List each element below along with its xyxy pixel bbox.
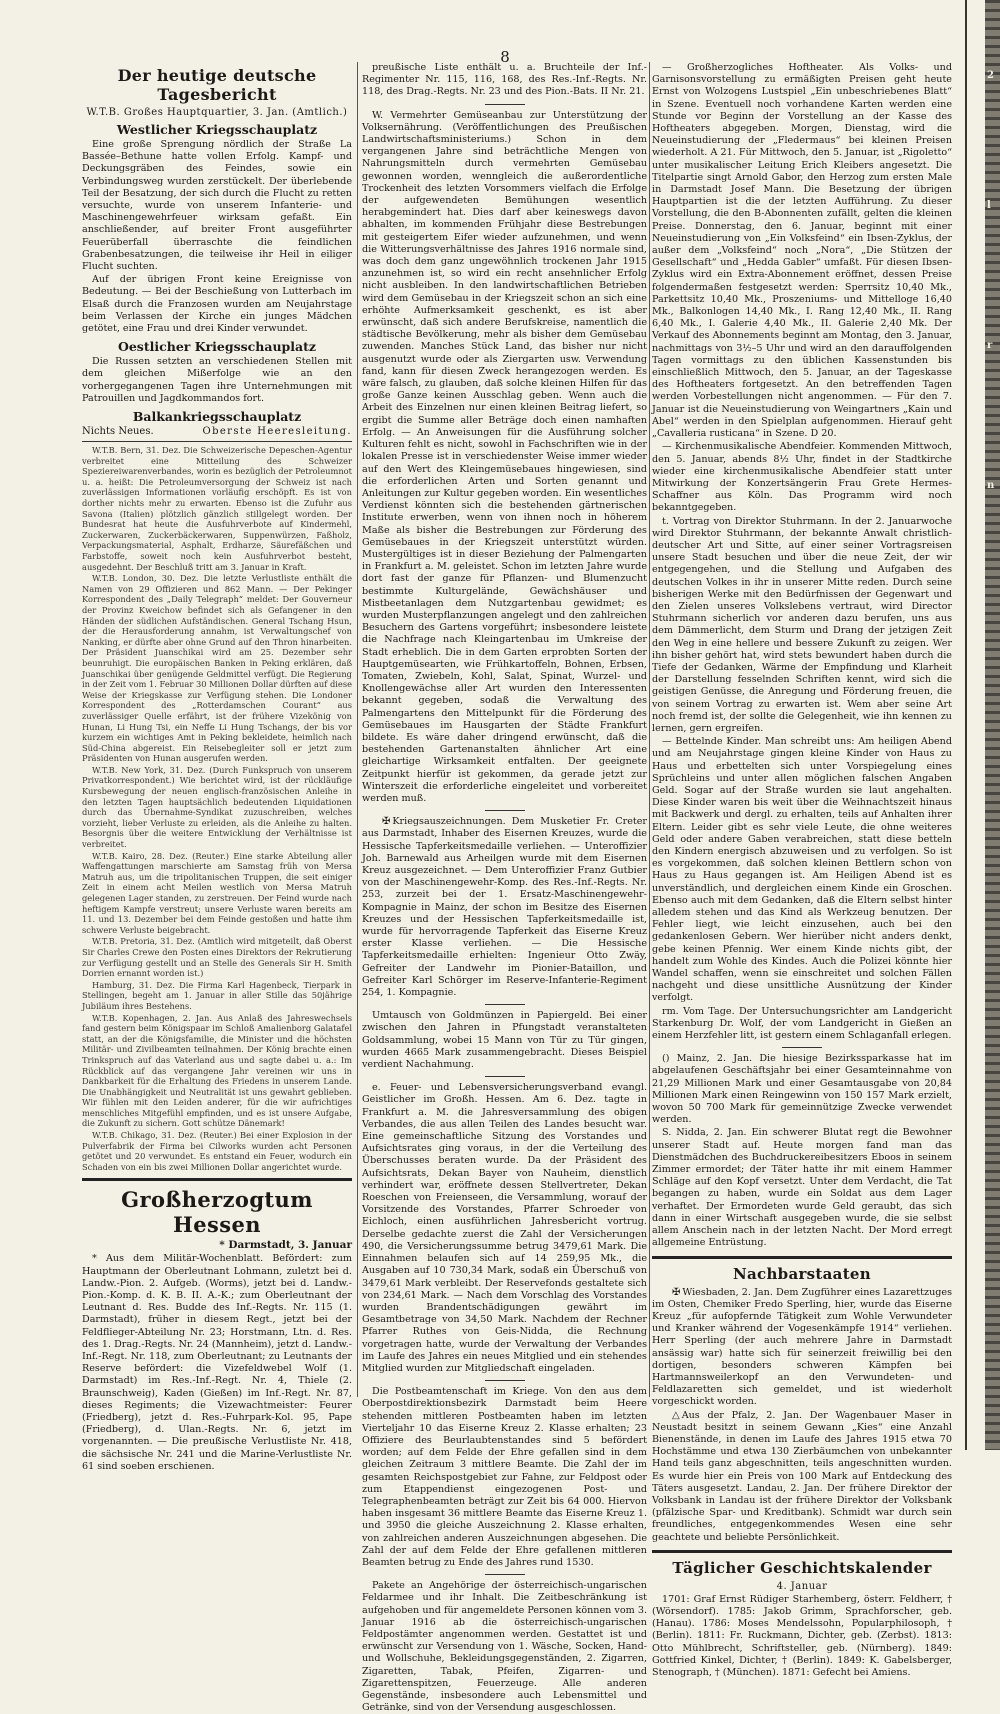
edge-glyph: r <box>987 340 993 351</box>
church-music-article: — Kirchenmusikalische Abendfeier. Kommenden Mittwoch, den 5. Januar, abends 8½ Uhr, findet in der Stadtkirche wieder eine kirchenmusikalische Abendfeier statt unter Mitwirkung der Konzertsängerin Frau Grete Hermes-Schaffner aus Köln. Das Programm wird noch bekanntgegeben. <box>652 441 952 514</box>
news-item: W.T.B. Kairo, 28. Dez. (Reuter.) Eine starke Abteilung aller Waffengattungen marschierte am Samstag früh von Mersa Matruh aus, um die tripolitanischen Truppen, die seit einiger Zeit in einem acht Meilen westlich von Mersa Matruh gelegenen Lager standen, zu zerstreuen. Der Feind wurde nach heftigem Kampfe verstreut; unsere Verluste waren bereits am 11. und 13. Dezember bei dem Feinde gestoßen und hatte ihm schwere Verluste beigebracht. <box>82 850 352 935</box>
news-item: W.T.B. Kopenhagen, 2. Jan. Aus Anlaß des Jahreswechsels fand gestern beim Königspaar im Schloß Amalienborg Galatafel statt, an der die Königsfamilie, die Minister und die höchsten Militär- und Zivilbeamten teilnahmen. Der König brachte einen Trinkspruch auf das Vaterland aus und sagte dabei u. a.: Im Rückblick auf das vergangene Jahr vereinen wir uns in Dankbarkeit für die Erhaltung des Friedens in unserem Lande. Die Unabhängigkeit und Neutralität ist uns gewahrt geblieben. Wir fühlen mit den Leiden anderer, für die wir aufrichtiges menschliches Mitgefühl empfinden, und es ist unsere Aufgabe, die Zukunft zu sichern. Gott schütze Dänemark! <box>82 1012 352 1129</box>
west-front-paragraph: Auf der übrigen Front keine Ereignisse von Bedeutung. — Bei der Beschießung von Lutterbach im Elsaß durch die Franzosen wurden am Neujahrstage beim Verlassen der Kirche ein junges Mädchen getötet, eine Frau und drei Kinder verwundet. <box>82 274 352 335</box>
divider <box>485 104 525 105</box>
hessen-section-heading: Großherzogtum Hessen <box>121 1187 313 1238</box>
army-command-signature: Oberste Heeresleitung. <box>202 426 352 438</box>
neighbour-states-heading: Nachbarstaaten <box>733 1264 871 1283</box>
divider <box>485 1076 525 1077</box>
cross-icon: ✠ <box>672 1286 681 1298</box>
wiesbaden-text: Wiesbaden, 2. Jan. Dem Zugführer eines Lazarettzuges im Osten, Chemiker Fredo Sperling, hier, wurde das Eiserne Kreuz „für aufopfernde Tätigkeit zum Wohle Verwundeter und Kranker während der Vogesenkämpfe 1914“ verliehen. Herr Sperling (der auch mehrere Jahre in Darmstadt ansässig war) hatte sich für seinerzeit freiwillig bei den dortigen, besonders schweren Kämpfen bei Hartmannsweilerkopf an den Verwundeten- und Feldlazaretten sich gemeldet, und ist wiederholt vorgeschickt worden. <box>652 1286 952 1408</box>
west-front-heading: Westlicher Kriegsschauplatz <box>116 122 318 137</box>
history-calendar-date: 4. Januar <box>776 1580 828 1592</box>
section-divider <box>652 1550 952 1553</box>
wiesbaden-article <box>652 1287 952 1409</box>
section-divider <box>652 1256 952 1259</box>
court-theatre-article: — Großherzogliches Hoftheater. Als Volks- und Garnisonsvorstellung zu ermäßigten Preisen geht heute Ernst von Wolzogens Lustspiel „Ein unbeschriebenes Blatt“ in Szene. Eventuell noch vorhandene Karten werden eine Stunde vor Beginn der Vorstellung an der Kasse des Hoftheaters abgegeben. Morgen, Dienstag, wird die Neueinstudierung der „Fledermaus“ bei kleinen Preisen wiederholt. A 21. Für Mittwoch, den 5. Januar, ist „Rigoletto“ unter musikalischer Leitung Erich Kleibers angesetzt. Die Titelpartie singt Arnold Gabor, den Herzog zum ersten Male in Darmstadt Josef Mann. Die Besetzung der übrigen Hauptpartien ist die der letzten Aufführung. Zu dieser Vorstellung, die den B-Abonnenten zufällt, gelten die kleinen Preise. Donnerstag, den 6. Januar, beginnt mit einer Neueinstudierung von „Ein Volksfeind“ ein Ibsen-Zyklus, der außer dem „Volksfeind“ noch „Nora“, „Die Stützen der Gesellschaft“ und „Hedda Gabler“ umfaßt. Für diesen Ibsen-Zyklus wird ein Extra-Abonnement eröffnet, dessen Preise folgendermaßen festgesetzt werden: Sperrsitz 10,40 Mk., Parkettsitz 10,40 Mk., Proszeniums- und Mittelloge 16,40 Mk., Balkonlogen 14,40 Mk., I. Rang 12,40 Mk., II. Rang 6,40 Mk., I. Galerie 4,40 Mk., II. Galerie 2,40 Mk. Der Verkauf des Abonnements beginnt am Montag, den 3. Januar, nachmittags von 3½–5 Uhr und wird an den darauffolgenden Tagen vormittags zu den üblichen Kassenstunden bis einschließlich Mittwoch, den 5. Januar, an der Tageskasse des Hoftheaters fortgesetzt. An den betreffenden Tagen werden Vorbestellungen nicht angenommen. — Für den 7. Januar ist die Neueinstudierung von Weingartners „Kain und Abel“ werden in den Spielplan aufgenommen. Hierauf geht „Cavalleria rusticana“ in Szene. D 20. <box>652 62 952 440</box>
military-gazette-paragraph: * Aus dem Militär-Wochenblatt. Befördert: zum Hauptmann der Oberleutnant Lohmann, zuletzt bei d. Landw.-Pion. 2. Aufgeb. (Worms), jetzt bei d. Landw.-Pion.-Komp. d. K. B. II. A.-K.; zum Oberleutnant der Leutnant d. Res. Budde des Inf.-Regts. Nr. 115 (1. Darmstadt), früher in diesem Regt., jetzt bei der Feldflieger-Abteilung Nr. 23; Horstmann, Ltn. d. Res. des 1. Drag.-Regts. Nr. 24 (Mannheim), jetzt d. Landw.-Inf.-Regt. Nr. 118, zum Oberleutnant; zu Leutnants der Reserve befördert: die Vizefeldwebel Wolf (1. Darmstadt) im Res.-Inf.-Regt. Nr. 4, Thiele (2. Braunschweig), Kaden (Gießen) im Inf.-Regt. Nr. 87, dieses Regiments; die Vizewachtmeister: Feurer (Friedberg), jetzt d. Res.-Fuhrpark-Kol. 95, Pape (Friedberg), d. Ulan.-Regts. Nr. 6, jetzt im vorgenannten. — Die preußische Verlustliste Nr. 418, die sächsische Nr. 241 und die Marine-Verlustliste Nr. 61 sind soeben erschienen. <box>82 1253 352 1472</box>
nidda-article: S. Nidda, 2. Jan. Ein schwerer Blutat regt die Bewohner unserer Stadt auf. Heute morgen fand man das Dienstmädchen des Buchdruckereibesitzers Eboos in seinem Zimmer ermordet; der Täter hatte ihr mit einem Hammer Schläge auf den Kopf versetzt. Unter dem Verdacht, die Tat begangen zu haben, wurde ein Soldat aus dem Lager verhaftet. Der Ermordeten wurde Geld geraubt, das sich dann in einer Wirtschaft ausgegeben wurde, die sie selbst allem Anschein nach in der letzten Nacht. Der Mord erregt allgemeine Entrüstung. <box>652 1127 952 1249</box>
balkan-front-heading: Balkankriegsschauplatz <box>132 409 302 425</box>
divider <box>485 1574 525 1575</box>
column-middle <box>362 62 647 1714</box>
west-front-paragraph: Eine große Sprengung nördlich der Straße La Bassée–Bethune hatte vollen Erfolg. Kampf- und Deckungsgräben des Feindes, sowie ein Verbindungsweg wurden zerstückelt. Der überlebende Teil der Besatzung, der sich durch die Flucht zu retten versuchte, wurde von unserem Infanterie- und Maschinengewehrfeuer wirksam gefaßt. Ein anschließender, auf breiter Front ausgeführter Feuerüberfall überraschte die feindlichen Grabenbesatzungen, die teilweise ihr Heil in eiliger Flucht suchten. <box>82 139 352 273</box>
news-item: W.T.B. Pretoria, 31. Dez. (Amtlich wird mitgeteilt, daß Oberst Sir Charles Crewe den Posten eines Direktors der Rekrutierung zur Verfügung gestellt und an Stelle des Generals Sir H. Smith Dorrien ernannt worden ist.) <box>82 936 352 979</box>
east-front-paragraph: Die Russen setzten an verschiedenen Stellen mit dem gleichen Mißerfolge wie an den vorhergegangenen Tagen ihre Unternehmungen mit Patrouillen und Jagdkommandos fort. <box>82 356 352 404</box>
column-divider <box>649 62 650 1397</box>
insurance-association-article: e. Feuer- und Lebensversicherungsverband evangl. Geistlicher im Großh. Hessen. Am 6. Dez. tagte in Frankfurt a. M. die Jahresversammlung des obigen Verbandes, die aus allen Teilen des Landes besucht war. Eine gemeinschaftliche Sitzung des Vorstandes und Aufsichtsrates ging voraus, in der die Verteilung des Überschusses beraten wurde. Da der Präsident des Aufsichtsrats, Dekan Bayer von Nauheim, dienstlich verhindert war, eröffnete dessen Stellvertreter, Dekan Roeschen von Freienseen, die Versammlung, worauf der Vorsitzende des Vorstandes, Pfarrer Schroeder von Eichloch, einen ausführlichen Jahresbericht vortrug. Derselbe gedachte zuerst die Zahl der Versicherungen 490, die Versicherungssumme betrug 3479,61 Mark. Die Einnahmen belaufen sich auf 14 259,95 Mk., die Ausgaben auf 10 730,34 Mark, sodaß ein Überschuß von 3479,61 Mark verbleibt. Der Reservefonds gestaltete sich von 234,61 Mark. — Nach dem Vorschlag des Vorstandes wurden Brandentschädigungen gewährt im Gesamtbetrage von 34,50 Mark. Nachdem der Rechner Pfarrer Ruthes von Geis-Nidda, die Rechnung vorgetragen hatte, wurde der Verwaltung der Verbandes im Laufe des Jahres ein neues Mitglied und ein stehendes Mitglied wurden zur Mitgliedschaft eingeladen. <box>362 1082 647 1374</box>
daily-report-heading: Der heutige deutsche Tagesbericht <box>117 66 317 104</box>
news-item: W.T.B. Bern, 31. Dez. Die Schweizerische Depeschen-Agentur verbreitet eine Mitteilung des Schweizer Speziereiwarenverbandes, worin es bezüglich der Petroleumnot u. a. heißt: Die Petroleumversorgung der Schweiz ist nach zuverlässigen Informationen vorläufig erschöpft. Es ist von dorther nichts mehr zu erwarten. Ebenso ist die Zufuhr aus Savona (Italien) plötzlich gänzlich stillgelegt worden. Der Bundesrat hat heute die Ausfuhrverbote auf Kindermehl, Zuckerwaren, Zuckerbäckerwaren, Suppenwürzen, Faßholz, Verpackungsmaterial, Asphalt, Erdharze, Säurefäßchen und Farbstoffe, soweit noch kein Ausfuhrverbot besteht, ausgedehnt. Der Beschluß tritt am 3. Januar in Kraft. <box>82 445 352 572</box>
section-divider <box>82 1178 352 1181</box>
edge-glyph: 2 <box>987 70 994 81</box>
page-number: 8 <box>500 48 510 66</box>
divider <box>485 1380 525 1381</box>
cross-icon: ✠ <box>382 816 391 828</box>
column-left <box>82 62 352 1472</box>
report-signature <box>82 426 352 437</box>
column-right <box>652 62 952 1678</box>
war-decorations-text: Kriegsauszeichnungen. Dem Musketier Fr. Creter aus Darmstadt, Inhaber des Eisernen Kreuzes, wurde die Hessische Tapferkeitsmedaille verliehen. — Unteroffizier Joh. Barnewald aus Arheilgen wurde mit dem Eisernen Kreuz ausgezeichnet. — Dem Unteroffizier Franz Gutbier von der Maschinengewehr-Komp. des Res.-Inf.-Regts. Nr. 253, zurzeit bei der 1. Ersatz-Maschinengewehr-Kompagnie in Mainz, der schon im Besitze des Eisernen Kreuzes und der Hessischen Tapferkeitsmedaille ist, wurde für hervorragende Tapferkeit das Eiserne Kreuz erster Klasse verliehen. — Die Hessische Tapferkeitsmedaille erhielten: Ingenieur Otto Zwäy, Gefreiter der Landwehr im Pionier-Bataillon, und Gefreiter Karl Schörger im Reserve-Infanterie-Regiment 254, 1. Kompagnie. <box>362 816 647 999</box>
news-item: W.T.B. London, 30. Dez. Die letzte Verlustliste enthält die Namen von 29 Offizieren und 862 Mann. — Der Pekinger Korrespondent des „Daily Telegraph“ meldet: Der Gouverneur der Provinz Kweichow befindet sich als Gefangener in den Händen der südlichen Aufständischen. General Tschang Hsun, der die Herausforderung annahm, ist Verwaltungschef von Nanking, er dürfte aber ohne Grund auf den Thron hinarbeiten. Der Präsident Juanschikai wird am 25. Dezember sehr beunruhigt. Die europäischen Banken in Peking erklären, daß Juanschikai über genügende Geldmittel verfügt. Die Regierung in der Zeit vom 1. Februar 30 Millionen Dollar dürften auf diese Weise der Kriegskasse zur Verfügung stehen. Die Londoner Korrespondent des „Rotterdamschen Courant“ aus zuverlässiger Quelle erfährt, ist der frühere Vizekönig von Hunan, Li Hung Tsi, ein Neffe Li Hung Tschangs, der bis vor kurzem ein wichtiges Amt in Peking bekleidete, heimlich nach Süd-China abgereist. Ein Reisebegleiter soll er jetzt zum Präsidenten von Hunan ausgerufen werden. <box>82 573 352 764</box>
nothing-new-text: Nichts Neues. <box>82 426 154 438</box>
day-news-article: rm. Vom Tage. Der Untersuchungsrichter am Landgericht Starkenburg Dr. Wolf, der vom Landgericht in Gießen an einem Herzfehler litt, ist gestern einem Schlaganfall erlegen. <box>652 1005 952 1042</box>
adjacent-page-edge <box>985 0 1000 1450</box>
casualty-list-continuation: preußische Liste enthält u. a. Bruchteile der Inf.-Regimenter Nr. 115, 116, 168, des Res.-Inf.-Regts. Nr. 118, des Drag.-Regts. Nr. 23 und des Pion.-Bats. II Nr. 21. <box>362 62 647 98</box>
parcels-article: Pakete an Angehörige der österreichisch-ungarischen Feldarmee und ihr Inhalt. Die Zeitbeschränkung ist aufgehoben und für angemeldete Personen können vom 3. Januar 1916 ab die österreichisch-ungarischen Feldpostämter angenommen werden. Gestattet ist und erwünscht zur Versendung von 1. Wäsche, Socken, Hand- und Wollschuhe, Bekleidungsgegenständen, 2. Zigarren, Zigaretten, Tabak, Pfeifen, Zigarren- und Zigarettenspitzen, Feuerzeuge. Alle anderen Gegenstände, insbesondere auch Lebensmittel und Getränke, sind von der Versendung ausgeschlossen. <box>362 1580 647 1714</box>
darmstadt-dateline: * Darmstadt, 3. Januar <box>219 1239 352 1252</box>
divider <box>782 1047 822 1048</box>
wtb-dateline: W.T.B. Großes Hauptquartier, 3. Jan. (Amtlich.) <box>86 107 348 118</box>
gold-exchange-article: Umtausch von Goldmünzen in Papiergeld. Bei einer zwischen den Jahren in Pfungstadt veranstalteten Goldsammlung, wobei 15 Mann von Tür zu Tür gingen, wurden 4665 Mark zusammengebracht. Dieses Beispiel verdient Nachahmung. <box>362 1010 647 1071</box>
east-front-heading: Oestlicher Kriegsschauplatz <box>117 339 317 355</box>
history-calendar-entries: 1701: Graf Ernst Rüdiger Starhemberg, österr. Feldherr, † (Wörsendorf). 1785: Jakob Grimm, Sprachforscher, geb. (Hanau). 1786: Moses Mendelssohn, Popularphilosoph, † (Berlin). 1811: Fr. Ruckmann, Dichter, geb. (Zerbst). 1813: Otto Mühlbrecht, Schriftsteller, geb. (Nürnberg). 1849: Gottfried Kinkel, Dichter, † (Berlin). 1849: K. Gabelsberger, Stenograph, † (München). 1871: Gefecht bei Amiens. <box>652 1593 952 1678</box>
page-edge-line <box>965 0 967 1450</box>
divider <box>82 441 352 442</box>
lecture-article: t. Vortrag von Direktor Stuhrmann. In der 2. Januarwoche wird Direktor Stuhrmann, der bekannte Anwalt christlich-deutscher Art und Sitte, auf einer seiner Vortragsreisen unsere Stadt besuchen und über die neue Zeit, der wir entgegengehen, und die Stellung und Aufgaben des deutschen Volkes in ihr in unserer Mitte reden. Durch seine bisherigen Werke mit den Bedürfnissen der Gegenwart und den Zielen unseres Volkslebens vertraut, wird Director Stuhrmann sicherlich vor anderen dazu berufen, uns aus dem Dämmerlicht, dem Sturm und Drang der jetzigen Zeit den Weg in eine hellere und bessere Zukunft zu zeigen. Wer ihn bisher gehört hat, wird stets bewundert haben durch die Tiefe der Gedanken, Wärme der Empfindung und Klarheit der Darstellung fesselnden Schriften kennt, wird sich die geistigen Genüsse, die Anregung und Förderung freuen, die von seinem Vortrag zu erwarten ist. Wem aber seine Art noch fremd ist, der sollte die Gelegenheit, wie ihn kennen zu lernen, gern ergreifen. <box>652 515 952 734</box>
news-item: W.T.B. Chikago, 31. Dez. (Reuter.) Bei einer Explosion in der Pulverfabrik der Firma bei Cilworks wurden acht Personen getötet und 20 verwundet. Es entstand ein Feuer, wodurch ein Schaden von ein bis zwei Millionen Dollar angerichtet wurde. <box>82 1130 352 1172</box>
edge-glyph: n <box>987 480 995 491</box>
column-divider <box>357 62 358 1397</box>
vegetable-farming-article: W. Vermehrter Gemüseanbau zur Unterstützung der Volksernährung. (Veröffentlichungen des Preußischen Landwirtschaftsministeriums.) Schon in dem vergangenen Jahre sind beträchtliche Mengen von Nahrungsmitteln durch vermehrten Gemüsebau gewonnen worden, wenngleich die außerordentliche Trockenheit des letzten Vorsommers vielfach die Erfolge der aufgewendeten Bemühungen wesentlich herabgemindert hat. Dies darf aber keineswegs davon abhalten, im kommenden Frühjahr diese Bestrebungen mit gesteigertem Eifer wieder aufzunehmen, und wenn die Witterungsverhältnisse des Jahres 1916 normale sind, was doch dem ganz ungewöhnlich trockenen Jahr 1915 anzunehmen ist, so wird ein recht ansehnlicher Erfolg nicht ausbleiben. In den landwirtschaftlichen Betrieben wird dem Gemüsebau in der Kriegszeit schon an sich eine erhöhte Aufmerksamkeit geschenkt, es ist aber erwünscht, daß sich andere Berufskreise, namentlich die städtische Bevölkerung, mehr als bisher dem Gemüsebau zuwenden. Manches Stück Land, das bisher nur nicht ausgenutzt wurde oder als Ziergarten usw. Verwendung fand, kann für diesen Zweck herangezogen werden. Es wäre falsch, zu glauben, daß solche kleinen Hilfen für das große Ganze keinen Ausschlag geben. Wenn auch die Arbeit des Einzelnen nur einen kleinen Beitrag liefert, so ergibt die Summe aller Beträge doch einen namhaften Erfolg. — An Anweisungen für die Ausführung solcher Kulturen fehlt es nicht, sowohl in Fachschriften wie in der lokalen Presse ist in verschiedenster Weise immer wieder auf den Wert des Kleingemüsebaues hingewiesen, sind die erforderlichen Arten und Sorten genannt und Anleitungen zur Kultur gegeben worden. Ein wesentliches Verdienst könnten sich die bestehenden gärtnerischen Institute erwerben, wenn von ihnen noch in höherem Maße als bisher die Bestrebungen zur Förderung des Gemüsebaues in der Kriegszeit unterstützt würden. Mustergültiges ist in dieser Beziehung der Palmengarten in Frankfurt a. M. geleistet. Schon im letzten Jahre wurde dort fast der ganze für Pflanzen- und Blumenzucht bestimmte Kulturgelände, Gewächshäuser und Mistbeetanlagen dem Nutzgartenbau gewidmet; es wurden Musterpflanzungen angelegt und den zahlreichen Besuchern des Gartens vorgeführt; insbesondere leistete die Nachfrage nach Kleingartenbau im Umkreise der Stadt erheblich. Die in dem Garten erprobten Sorten der Hauptgemüsearten, wie Frühkartoffeln, Bohnen, Erbsen, Tomaten, Zwiebeln, Kohl, Salat, Spinat, Wurzel- und Knollengewächse aller Art wurden den Interessenten bekannt gegeben, sodaß die Verwaltung des Palmengartens den Mittelpunkt für die Förderung des Gemüsebaues im Hausgarten der Städte Frankfurt bildete. Es wäre daher dringend erwünscht, daß die bestehenden Gartenanstalten ähnlicher Art eine gleichartige Wirksamkeit entfalten. Der geeignete Zeitpunkt hierfür ist gekommen, da gerade jetzt zur Winterszeit die erforderliche eingeleitet und vorbereitet werden muß. <box>362 109 647 804</box>
edge-glyph: l <box>987 200 991 211</box>
crescent-icon: △ <box>672 1409 680 1421</box>
pfalz-text: Aus der Pfalz, 2. Jan. Der Wagenbauer Maser in Neustadt besitzt in seinem Gewann „Kies“ eine Anzahl Bienenstände, in denen im Laufe des Jahres 1915 etwa 70 Hochstämme und etwa 130 Zierbäumchen von unbekannter Hand teils ganz abgeschnitten, teils angeschnitten wurden. Es wurde hier ein Preis von 100 Mark auf Entdeckung des Täters ausgesetzt. Landau, 2. Jan. Der frühere Direktor der Volksbank in Landau ist der frühere Direktor der Volksbank (pfälzische Spar- und Kreditbank). Schmidt war durch sein freundliches, entgegenkommendes Wesen eine sehr geachtete und beliebte Persönlichkeit. <box>652 1409 952 1543</box>
mainz-savings-bank-article: () Mainz, 2. Jan. Die hiesige Bezirkssparkasse hat im abgelaufenen Geschäftsjahr bei einer Gesamteinnahme von 21,29 Millionen Mark und einer Gesamtausgabe von 20,84 Millionen Mark einen Reingewinn von 150 157 Mark erzielt, wovon 50 700 Mark für gemeinnützige Zwecke verwendet werden. <box>652 1053 952 1126</box>
news-item: Hamburg, 31. Dez. Die Firma Karl Hagenbeck, Tierpark in Stellingen, begeht am 1. Januar in aller Stille das 50jährige Jubiläum ihres Bestehens. <box>82 979 352 1011</box>
history-calendar-heading: Täglicher Geschichtskalender <box>672 1558 932 1577</box>
pfalz-article <box>652 1410 952 1544</box>
begging-children-article: — Bettelnde Kinder. Man schreibt uns: Am heiligen Abend und am Neujahrstage gingen kleine Kinder von Haus zu Haus und erbettelten sich unter Vorspiegelung eines Sprüchleins und unter allen möglichen falschen Angaben Geld. Sogar auf der Straße wurden sie laut angehalten. Diese Kinder waren bis weit über die Weihnachtszeit hinaus mit Backwerk und dergl. zu erhalten, teils auf Anhalten ihrer Eltern. Leider gibt es sehr viele Leute, die ohne weiteres Geld oder andere Gaben verabreichen, statt diese betteln den Kindern energisch abzuweisen und zu verfolgen. So ist es vorgekommen, daß solchen kleinen Bettlern schon von Haus zu Haus gegangen ist. Am Heiligen Abend ist es unverständlich, und dergleichen einem Kinde ein Groschen. Ebenso auch mit dem Gedanken, daß die Eltern selbst hinter alledem stehen und das Kind als Werkzeug benutzen. Der Fehler liegt, wie leicht einzusehen, auch bei den gedankenlosen Gebern. Wer hierüber nicht anders denkt, gebe keinen Pfennig. Wer einem Kinde nichts gibt, der handelt zum Wohle des Kindes. Auch die Polizei könnte hier Wandel schaffen, wenn sie einschreitet und solchen Fällen nachgeht und diese unsittliche Ausnützung der Kinder verfolgt. <box>652 736 952 1004</box>
war-decorations-article <box>362 816 647 999</box>
divider <box>485 810 525 811</box>
postal-officials-article: Die Postbeamtenschaft im Kriege. Von den aus dem Oberpostdirektionsbezirk Darmstadt beim Heere stehenden mittleren Postbeamten haben im letzten Vierteljahr 10 das Eiserne Kreuz 2. Klasse erhalten; 23 Offiziere des Beurlaubtenstandes sind 5 befördert worden; auf dem Felde der Ehre gefallen sind in dem gleichen Zeitraum 3 mittlere Beamte. Die Zahl der im gesamten Reichspostgebiet zur Fahne, zur Feldpost oder zum Etappendienst eingezogenen Post- und Telegraphenbeamten beträgt zur Zeit bis 64 000. Hiervon haben insgesamt 36 mittlere Beamte das Eiserne Kreuz 1. und 3950 die gleiche Auszeichnung 2. Klasse erhalten, von zahlreichen anderen Auszeichnungen abgesehen. Die Zahl der auf dem Felde der Ehre gefallenen mittleren Beamten betrug zu Ende des Jahres rund 1530. <box>362 1386 647 1568</box>
divider <box>485 1004 525 1005</box>
news-item: W.T.B. New York, 31. Dez. (Durch Funkspruch von unserem Privatkorrespondent.) Wie berichtet wird, ist der rückläufige Kursbewegung der neuen englisch-französischen Anleihe in den letzten Tagen hauptsächlich bedeutenden Liquidationen durch das Übernahme-Syndikat zuzuschreiben, welches vorzieht, lieber Verluste zu erleiden, als die Anleihe zu halten. Besorgnis über die weitere Entwicklung der Verhältnisse ist verbreitet. <box>82 764 352 850</box>
